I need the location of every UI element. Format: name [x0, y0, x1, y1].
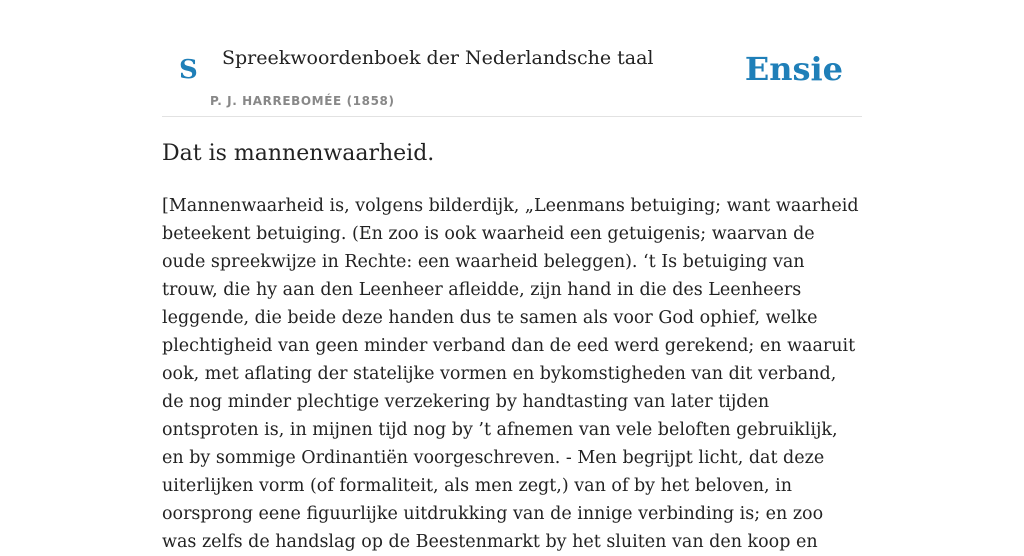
source-title[interactable]: Spreekwoordenboek der Nederlandsche taal	[222, 47, 654, 69]
page-container	[162, 0, 862, 552]
source-header	[162, 0, 862, 117]
source-logo-icon[interactable]: S	[179, 55, 198, 85]
entry-title: Dat is mannenwaarheid.	[162, 141, 435, 166]
ensie-logo[interactable]: Ensie	[744, 50, 843, 88]
source-author: P. J. HARREBOMÉE (1858)	[210, 94, 395, 108]
entry-body: [Mannenwaarheid is, volgens bilderdijk, „Leenmans betuiging; want waarheid beteekent betuiging. (En zoo is ook waarheid een getuigenis; waarvan de oude spreekwijze in Rechte: een waarheid beleggen). ‘t Is betuiging van trouw, die hy aan den Leenheer afleidde, zijn hand in die des Leenheers leggende, die beide deze handen dus te samen als voor God ophief, welke plechtigheid van geen minder verband dan de eed werd gerekend; en waaruit ook, met aflating der statelijke vormen en bykomstigheden van dit verband, de nog minder plechtige verzekering by handtasting van later tijden ontsproten is, in mijnen tijd nog by ’t afnemen van vele beloften gebruiklijk, en by sommige Ordinantiën voorgeschreven. - Men begrijpt licht, dat deze uiterlijken vorm (of formaliteit, als men zegt,) van of by het beloven, in oorsprong eene figuurlijke uitdrukking van de innige verbinding is; en zoo was zelfs de handslag op de Beestenmarkt by het sluiten van den koop en	[162, 196, 859, 552]
